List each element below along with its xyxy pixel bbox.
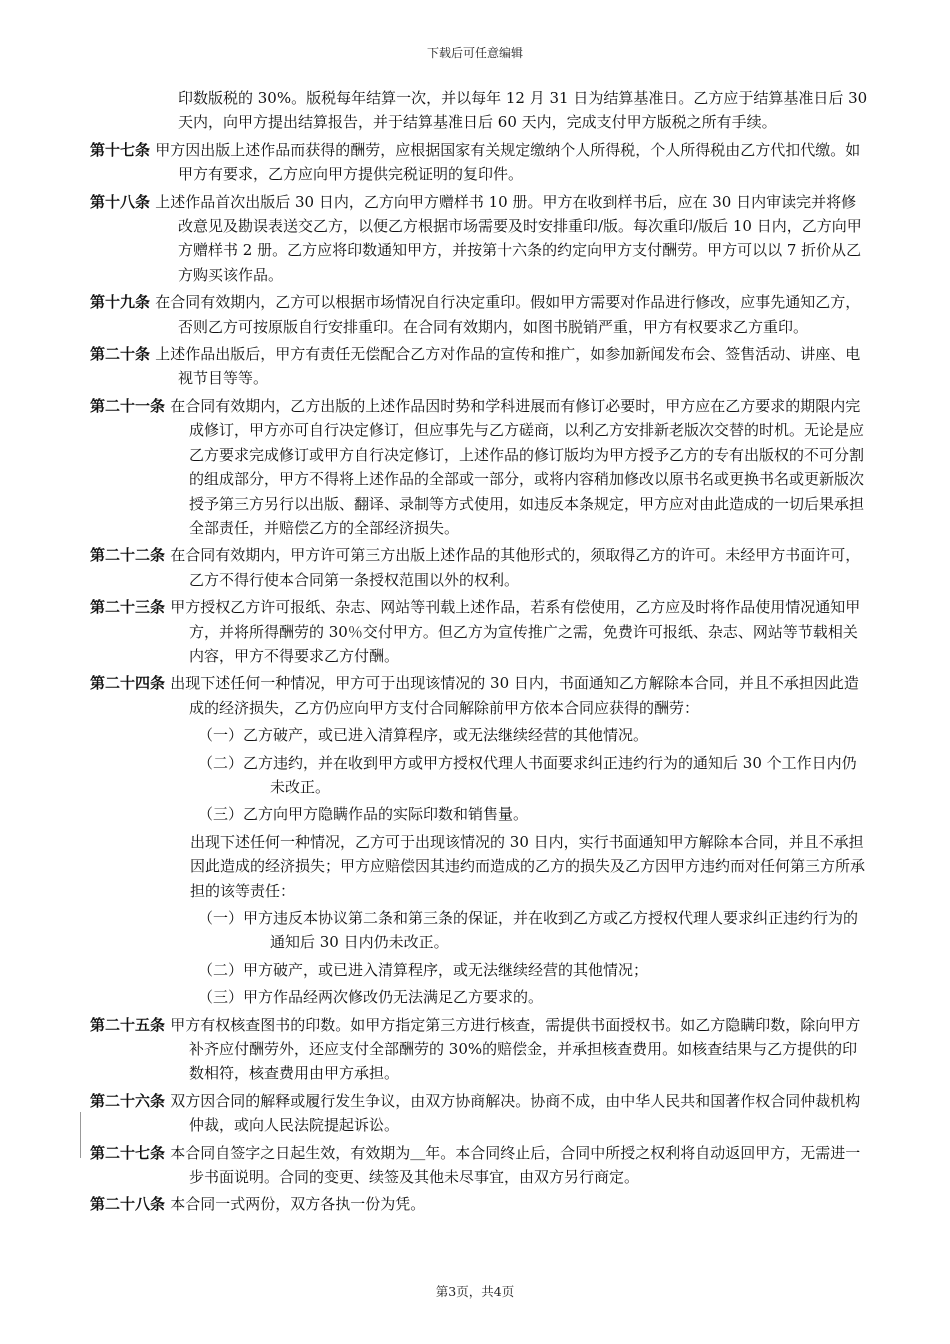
article-19 bbox=[90, 290, 870, 339]
article-21 bbox=[90, 394, 870, 540]
continuation-paragraph: 印数版税的 30%。版税每年结算一次，并以每年 12 月 31 日为结算基准日。乙方应于结算基准日后 30 天内，向甲方提出结算报告，并于结算基准日后 60 天内，完成支付甲方版税之所有手续。 bbox=[178, 89, 868, 132]
document-body bbox=[90, 86, 870, 1220]
art24-item-2: （二）乙方违约，并在收到甲方或甲方授权代理人书面要求纠正违约行为的通知后 30 个工作日内仍未改正。 bbox=[198, 753, 857, 796]
article-24 bbox=[90, 671, 870, 720]
article-number: 第十九条 bbox=[90, 293, 151, 312]
article-number: 第二十八条 bbox=[90, 1195, 166, 1214]
article-number: 第二十二条 bbox=[90, 546, 166, 565]
article-number: 第二十条 bbox=[90, 345, 151, 364]
article-number: 第二十一条 bbox=[90, 396, 166, 415]
article-number: 第二十五条 bbox=[90, 1015, 166, 1034]
art24-item2-2: （二）甲方破产，或已进入清算程序，或无法继续经营的其他情况； bbox=[198, 960, 649, 979]
article-text: 本合同自签字之日起生效，有效期为＿年。本合同终止后，合同中所授之权利将自动返回甲方，无需进一步书面说明。合同的变更、续签及其他未尽事宜，由双方另行商定。 bbox=[170, 1143, 861, 1187]
article-25 bbox=[90, 1013, 870, 1086]
art24-item2-3: （三）甲方作品经两次修改仍无法满足乙方要求的。 bbox=[198, 988, 544, 1007]
article-number: 第十七条 bbox=[90, 140, 151, 159]
revision-bar bbox=[80, 1112, 81, 1158]
article-27 bbox=[90, 1141, 870, 1190]
page-footer: 第3页，共4页 bbox=[435, 1284, 515, 1299]
article-text: 在合同有效期内，甲方许可第三方出版上述作品的其他形式的，须取得乙方的许可。未经甲方书面许可，乙方不得行使本合同第一条授权范围以外的权利。 bbox=[170, 546, 861, 589]
article-28 bbox=[90, 1192, 870, 1216]
art24-item-3: （三）乙方向甲方隐瞒作品的实际印数和销售量。 bbox=[198, 805, 529, 824]
article-text: 在合同有效期内，乙方出版的上述作品因时势和学科进展而有修订必要时，甲方应在乙方要求的期限内完成修订，甲方亦可自行决定修订，但应事先与乙方磋商，以利乙方安排新老版次交替的时机。无论是应乙方要求完成修订或甲方自行决定修订，上述作品的修订版均为甲方授予乙方的专有出版权的不可分割的组成部分，甲方不得将上述作品的全部或一部分，或将内容稍加修改以原书名或更换书名或更新版次授予第三方另行以出版、翻译、录制等方式使用，如违反本条规定，甲方应对由此造成的一切后果承担全部责任，并赔偿乙方的全部经济损失。 bbox=[170, 396, 865, 537]
article-text: 出现下述任何一种情况，甲方可于出现该情况的 30 日内，书面通知乙方解除本合同，并且不承担因此造成的经济损失，乙方仍应向甲方支付合同解除前甲方依本合同应获得的酬劳： bbox=[170, 674, 859, 717]
article-22 bbox=[90, 543, 870, 592]
article-26 bbox=[90, 1089, 870, 1138]
article-17 bbox=[90, 138, 870, 187]
article-20 bbox=[90, 342, 870, 391]
article-18 bbox=[90, 190, 870, 288]
article-number: 第十八条 bbox=[90, 192, 151, 211]
art24-item-1: （一）乙方破产，或已进入清算程序，或无法继续经营的其他情况。 bbox=[198, 726, 649, 745]
article-text: 甲方有权核查图书的印数。如甲方指定第三方进行核查，需提供书面授权书。如乙方隐瞒印数，除向甲方补齐应付酬劳外，还应支付全部酬劳的 30%的赔偿金，并承担核查费用。如核查结果与乙方提供的印数相符，核查费用由甲方承担。 bbox=[170, 1015, 861, 1083]
art24-item2-1: （一）甲方违反本协议第二条和第三条的保证，并在收到乙方或乙方授权代理人要求纠正违约行为的通知后 30 日内仍未改正。 bbox=[198, 909, 859, 952]
article-text: 甲方因出版上述作品而获得的酬劳，应根据国家有关规定缴纳个人所得税，个人所得税由乙方代扣代缴。如甲方有要求，乙方应向甲方提供完税证明的复印件。 bbox=[155, 140, 861, 184]
article-text: 上述作品首次出版后 30 日内，乙方向甲方赠样书 10 册。甲方在收到样书后，应在 30 日内审读完并将修改意见及勘误表送交乙方，以便乙方根据市场需要及时安排重印/版。每次重印/版后 10 日内，乙方向甲方赠样书 2 册。乙方应将印数通知甲方，并按第十六条的约定向甲方支付酬劳。甲方可以以 7 折价从乙方购买该作品。 bbox=[155, 192, 862, 284]
article-text: 双方因合同的解释或履行发生争议，由双方协商解决。协商不成，由中华人民共和国著作权合同仲裁机构仲裁，或向人民法院提起诉讼。 bbox=[170, 1091, 861, 1135]
article-number: 第二十四条 bbox=[90, 674, 166, 693]
article-text: 本合同一式两份，双方各执一份为凭。 bbox=[170, 1195, 426, 1214]
article-number: 第二十三条 bbox=[90, 598, 166, 617]
art24-paragraph-2: 出现下述任何一种情况，乙方可于出现该情况的 30 日内，实行书面通知甲方解除本合同，并且不承担因此造成的经济损失；甲方应赔偿因其违约而造成的乙方的损失及乙方因甲方违约而对任何第三方所承担的该等责任： bbox=[190, 832, 866, 900]
article-number: 第二十六条 bbox=[90, 1091, 166, 1110]
article-23 bbox=[90, 595, 870, 668]
page-header: 下载后可任意编辑 bbox=[426, 46, 523, 60]
article-number: 第二十七条 bbox=[90, 1143, 166, 1162]
article-text: 上述作品出版后，甲方有责任无偿配合乙方对作品的宣传和推广，如参加新闻发布会、签售活动、讲座、电视节目等等。 bbox=[155, 345, 861, 388]
article-text: 在合同有效期内，乙方可以根据市场情况自行决定重印。假如甲方需要对作品进行修改，应事先通知乙方，否则乙方可按原版自行安排重印。在合同有效期内，如图书脱销严重，甲方有权要求乙方重印。 bbox=[155, 293, 861, 336]
article-text: 甲方授权乙方许可报纸、杂志、网站等刊载上述作品，若系有偿使用，乙方应及时将作品使用情况通知甲方，并将所得酬劳的 30％交付甲方。但乙方为宣传推广之需，免费许可报纸、杂志、网站等节载相关内容，甲方不得要求乙方付酬。 bbox=[170, 598, 861, 665]
